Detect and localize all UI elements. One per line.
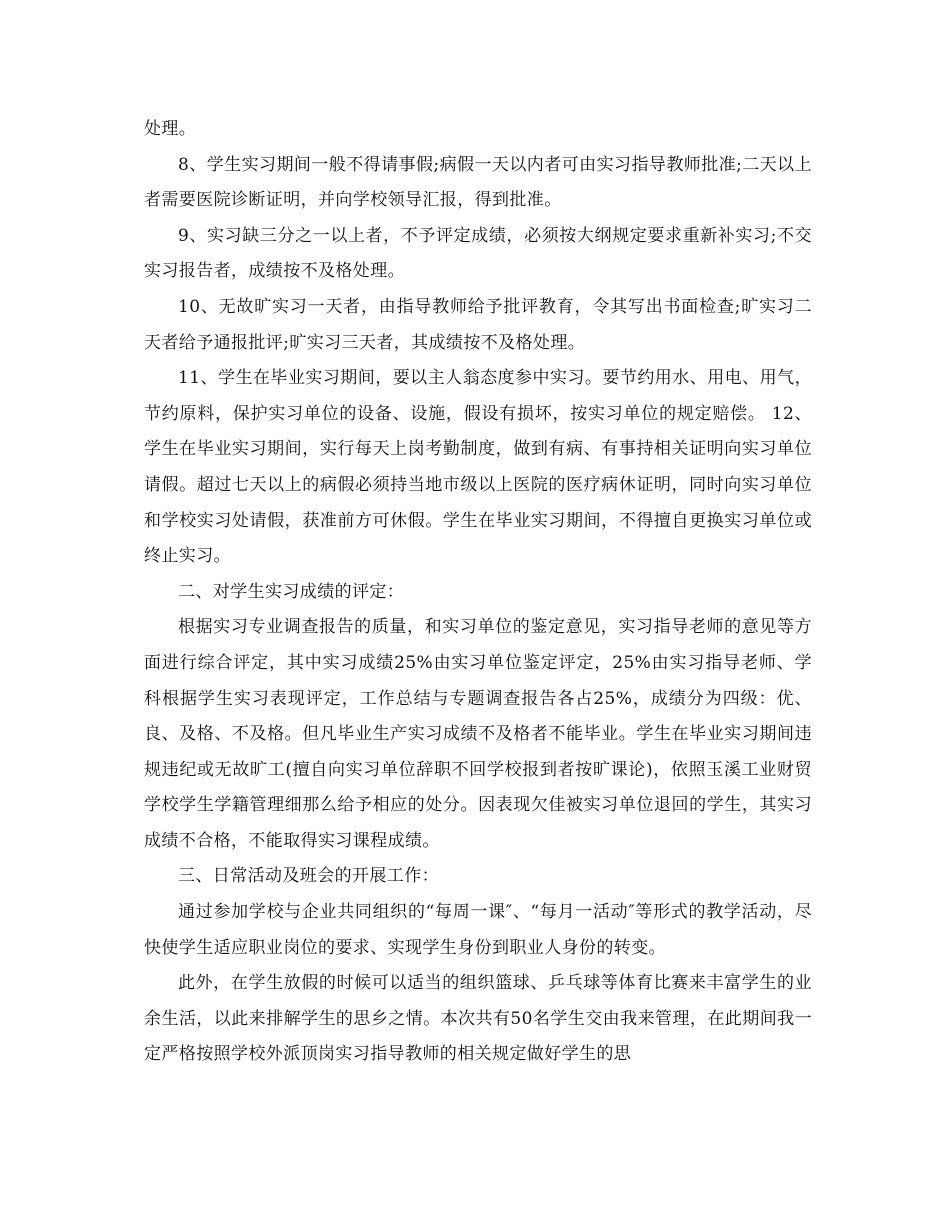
document-body	[144, 112, 812, 1073]
section-heading-activities: 三、日常活动及班会的开展工作：	[178, 866, 439, 887]
paragraph-rule-9: 9、实习缺三分之一以上者，不予评定成绩，必须按大纲规定要求重新补实习;不交实习报告者，成绩按不及格处理。	[144, 225, 812, 282]
paragraph-activities: 通过参加学校与企业共同组织的“每周一课″、“每月一活动″等形式的教学活动，尽快使学生适应职业岗位的要求、实现学生身份到职业人身份的转变。	[144, 902, 812, 958]
paragraph-extracurricular: 此外，在学生放假的时候可以适当的组织篮球、乒乓球等体育比赛来丰富学生的业余生活，以此来排解学生的思乡之情。本次共有50名学生交由我来管理，在此期间我一定严格按照学校外派顶岗实习指导教师的相关规定做好学生的思	[144, 973, 812, 1065]
paragraph-grading: 根据实习专业调查报告的质量，和实习单位的鉴定意见，实习指导老师的意见等方面进行综合评定，其中实习成绩25%由实习单位鉴定评定，25%由实习指导老师、学科根据学生实习表现评定，工作总结与专题调查报告各占25%，成绩分为四级：优、良、及格、不及格。但凡毕业生产实习成绩不及格者不能毕业。学生在毕业实习期间违规违纪或无故旷工(擅自向实习单位辞职不回学校报到者按旷课论)，依照玉溪工业财贸学校学生学籍管理细那么给予相应的处分。因表现欠佳被实习单位退回的学生，其实习成绩不合格，不能取得实习课程成绩。	[144, 617, 812, 851]
paragraph-rule-11-12: 11、学生在毕业实习期间，要以主人翁态度参中实习。要节约用水、用电、用气，节约原料，保护实习单位的设备、设施，假设有损坏，按实习单位的规定赔偿。 12、学生在毕业实习期间，实行每天上岗考勤制度，做到有病、有事持相关证明向实习单位请假。超过七天以上的病假必须持当地市级以上医院的医疗病休证明，同时向实习单位和学校实习处请假，获准前方可休假。学生在毕业实习期间，不得擅自更换实习单位或终止实习。	[144, 368, 812, 567]
section-heading-grading: 二、对学生实习成绩的评定：	[178, 581, 405, 602]
paragraph-continuation: 处理。	[144, 119, 197, 139]
paragraph-rule-10: 10、无故旷实习一天者，由指导教师给予批评教育，令其写出书面检查;旷实习二天者给予通报批评;旷实习三天者，其成绩按不及格处理。	[144, 296, 812, 353]
paragraph-rule-8: 8、学生实习期间一般不得请事假;病假一天以内者可由实习指导教师批准;二天以上者需要医院诊断证明，并向学校领导汇报，得到批准。	[144, 154, 812, 211]
